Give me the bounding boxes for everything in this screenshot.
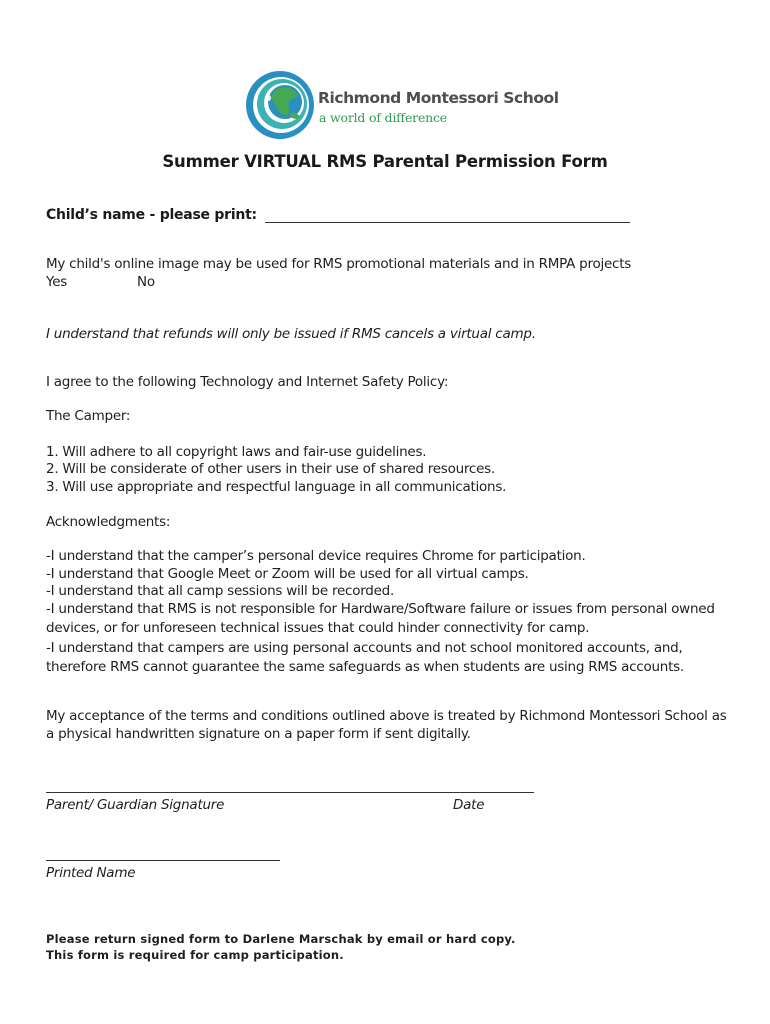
image-consent-no[interactable]: No bbox=[137, 274, 155, 290]
printed-name-label: Printed Name bbox=[46, 865, 136, 881]
globe-logo-icon bbox=[244, 68, 314, 142]
return-instructions: Please return signed form to Darlene Marschak by email or hard copy. bbox=[46, 932, 516, 946]
form-title: Summer VIRTUAL RMS Parental Permission Form bbox=[162, 152, 608, 171]
printed-name-line[interactable] bbox=[46, 860, 280, 861]
image-consent-yes[interactable]: Yes bbox=[46, 274, 68, 290]
school-tagline: a world of difference bbox=[319, 110, 447, 125]
acknowledgment-item: -I understand that the camper’s personal device requires Chrome for participation. bbox=[46, 548, 586, 564]
camper-rule: 1. Will adhere to all copyright laws and fair-use guidelines. bbox=[46, 444, 427, 460]
date-label: Date bbox=[453, 797, 485, 813]
childs-name-label: Child’s name - please print: bbox=[46, 207, 257, 223]
image-consent-question: My child's online image may be used for RMS promotional materials and in RMPA projects bbox=[46, 256, 632, 272]
signature-line[interactable] bbox=[46, 792, 534, 793]
acceptance-text: My acceptance of the terms and conditions outlined above is treated by Richmond Montessori School as bbox=[46, 708, 727, 724]
acknowledgment-item: -I understand that RMS is not responsible for Hardware/Software failure or issues from personal owned bbox=[46, 601, 715, 617]
acknowledgment-item: therefore RMS cannot guarantee the same safeguards as when students are using RMS accounts. bbox=[46, 659, 684, 675]
signature-label: Parent/ Guardian Signature bbox=[46, 797, 225, 813]
refund-note: I understand that refunds will only be issued if RMS cancels a virtual camp. bbox=[46, 326, 536, 342]
acknowledgment-item: -I understand that all camp sessions will be recorded. bbox=[46, 583, 395, 599]
acceptance-text: a physical handwritten signature on a paper form if sent digitally. bbox=[46, 726, 471, 742]
acknowledgment-item: devices, or for unforeseen technical issues that could hinder connectivity for camp. bbox=[46, 620, 590, 636]
acknowledgments-heading: Acknowledgments: bbox=[46, 514, 171, 530]
acknowledgment-item: -I understand that campers are using personal accounts and not school monitored accounts, and, bbox=[46, 640, 683, 656]
camper-rule: 3. Will use appropriate and respectful language in all communications. bbox=[46, 479, 507, 495]
camper-heading: The Camper: bbox=[46, 408, 131, 424]
acknowledgment-item: -I understand that Google Meet or Zoom will be used for all virtual camps. bbox=[46, 566, 529, 582]
school-logo bbox=[244, 68, 559, 142]
camper-rule: 2. Will be considerate of other users in their use of shared resources. bbox=[46, 461, 495, 477]
school-name: Richmond Montessori School bbox=[318, 89, 559, 107]
agree-statement: I agree to the following Technology and Internet Safety Policy: bbox=[46, 374, 449, 390]
childs-name-field[interactable] bbox=[265, 222, 630, 223]
requirement-note: This form is required for camp participation. bbox=[46, 948, 344, 962]
